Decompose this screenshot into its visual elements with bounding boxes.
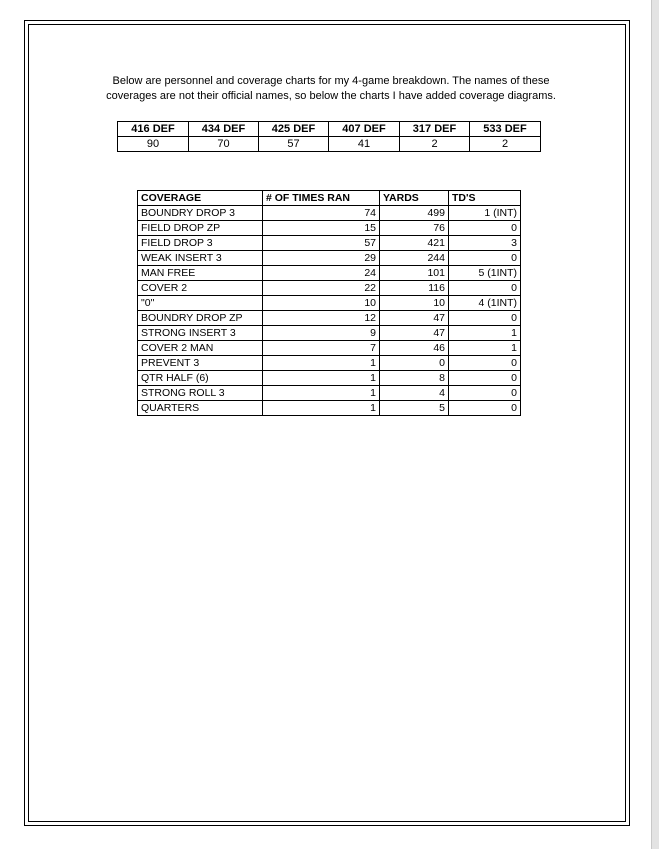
table-row <box>138 296 521 311</box>
times-ran-cell: 57 <box>263 236 380 251</box>
times-ran-cell: 1 <box>263 386 380 401</box>
personnel-value: 2 <box>470 137 541 152</box>
coverage-name-cell: QUARTERS <box>138 401 263 416</box>
times-ran-cell: 10 <box>263 296 380 311</box>
coverage-header-tds: TD'S <box>449 191 521 206</box>
tds-cell: 1 <box>449 341 521 356</box>
tds-cell: 0 <box>449 281 521 296</box>
personnel-value: 41 <box>329 137 400 152</box>
coverage-header-times-ran: # OF TIMES RAN <box>263 191 380 206</box>
coverage-name-cell: STRONG INSERT 3 <box>138 326 263 341</box>
personnel-header: 416 DEF <box>118 122 189 137</box>
yards-cell: 244 <box>380 251 449 266</box>
personnel-header: 425 DEF <box>259 122 329 137</box>
coverage-table <box>137 190 521 416</box>
coverage-table-body <box>138 206 521 416</box>
personnel-value: 70 <box>189 137 259 152</box>
coverage-name-cell: "0" <box>138 296 263 311</box>
times-ran-cell: 1 <box>263 401 380 416</box>
times-ran-cell: 9 <box>263 326 380 341</box>
personnel-value: 2 <box>400 137 470 152</box>
yards-cell: 0 <box>380 356 449 371</box>
coverage-name-cell: WEAK INSERT 3 <box>138 251 263 266</box>
table-row <box>138 281 521 296</box>
yards-cell: 4 <box>380 386 449 401</box>
table-row <box>138 401 521 416</box>
times-ran-cell: 15 <box>263 221 380 236</box>
table-row <box>138 251 521 266</box>
intro-line-2: coverages are not their official names, so below the charts I have added coverage diagrams. <box>106 90 556 102</box>
coverage-header-row <box>138 191 521 206</box>
table-row <box>138 371 521 386</box>
personnel-header: 533 DEF <box>470 122 541 137</box>
yards-cell: 47 <box>380 326 449 341</box>
table-row <box>138 326 521 341</box>
personnel-table <box>117 121 541 152</box>
tds-cell: 1 <box>449 326 521 341</box>
personnel-header: 407 DEF <box>329 122 400 137</box>
table-row <box>138 356 521 371</box>
yards-cell: 116 <box>380 281 449 296</box>
coverage-name-cell: COVER 2 <box>138 281 263 296</box>
table-row <box>138 386 521 401</box>
tds-cell: 0 <box>449 356 521 371</box>
coverage-name-cell: STRONG ROLL 3 <box>138 386 263 401</box>
coverage-header-coverage: COVERAGE <box>138 191 263 206</box>
yards-cell: 101 <box>380 266 449 281</box>
yards-cell: 8 <box>380 371 449 386</box>
times-ran-cell: 24 <box>263 266 380 281</box>
coverage-header-yards: YARDS <box>380 191 449 206</box>
coverage-name-cell: FIELD DROP 3 <box>138 236 263 251</box>
personnel-header-row <box>118 122 541 137</box>
coverage-name-cell: MAN FREE <box>138 266 263 281</box>
tds-cell: 5 (1INT) <box>449 266 521 281</box>
coverage-name-cell: QTR HALF (6) <box>138 371 263 386</box>
coverage-name-cell: FIELD DROP ZP <box>138 221 263 236</box>
personnel-value: 90 <box>118 137 189 152</box>
intro-line-1: Below are personnel and coverage charts for my 4-game breakdown. The names of these <box>112 75 550 87</box>
table-row <box>138 266 521 281</box>
yards-cell: 76 <box>380 221 449 236</box>
times-ran-cell: 22 <box>263 281 380 296</box>
page-edge-scrollbar <box>651 0 659 849</box>
times-ran-cell: 12 <box>263 311 380 326</box>
tds-cell: 0 <box>449 386 521 401</box>
tds-cell: 0 <box>449 401 521 416</box>
tds-cell: 0 <box>449 221 521 236</box>
yards-cell: 46 <box>380 341 449 356</box>
times-ran-cell: 74 <box>263 206 380 221</box>
personnel-header: 434 DEF <box>189 122 259 137</box>
yards-cell: 5 <box>380 401 449 416</box>
coverage-name-cell: COVER 2 MAN <box>138 341 263 356</box>
yards-cell: 421 <box>380 236 449 251</box>
table-row <box>138 236 521 251</box>
coverage-name-cell: PREVENT 3 <box>138 356 263 371</box>
table-row <box>138 221 521 236</box>
personnel-value-row <box>118 137 541 152</box>
tds-cell: 1 (INT) <box>449 206 521 221</box>
times-ran-cell: 7 <box>263 341 380 356</box>
tds-cell: 0 <box>449 311 521 326</box>
personnel-header: 317 DEF <box>400 122 470 137</box>
yards-cell: 499 <box>380 206 449 221</box>
yards-cell: 47 <box>380 311 449 326</box>
tds-cell: 0 <box>449 251 521 266</box>
table-row <box>138 341 521 356</box>
coverage-name-cell: BOUNDRY DROP 3 <box>138 206 263 221</box>
table-row <box>138 206 521 221</box>
personnel-value: 57 <box>259 137 329 152</box>
tds-cell: 0 <box>449 371 521 386</box>
coverage-name-cell: BOUNDRY DROP ZP <box>138 311 263 326</box>
yards-cell: 10 <box>380 296 449 311</box>
table-row <box>138 311 521 326</box>
tds-cell: 3 <box>449 236 521 251</box>
times-ran-cell: 29 <box>263 251 380 266</box>
intro-paragraph <box>36 74 626 104</box>
times-ran-cell: 1 <box>263 371 380 386</box>
tds-cell: 4 (1INT) <box>449 296 521 311</box>
times-ran-cell: 1 <box>263 356 380 371</box>
